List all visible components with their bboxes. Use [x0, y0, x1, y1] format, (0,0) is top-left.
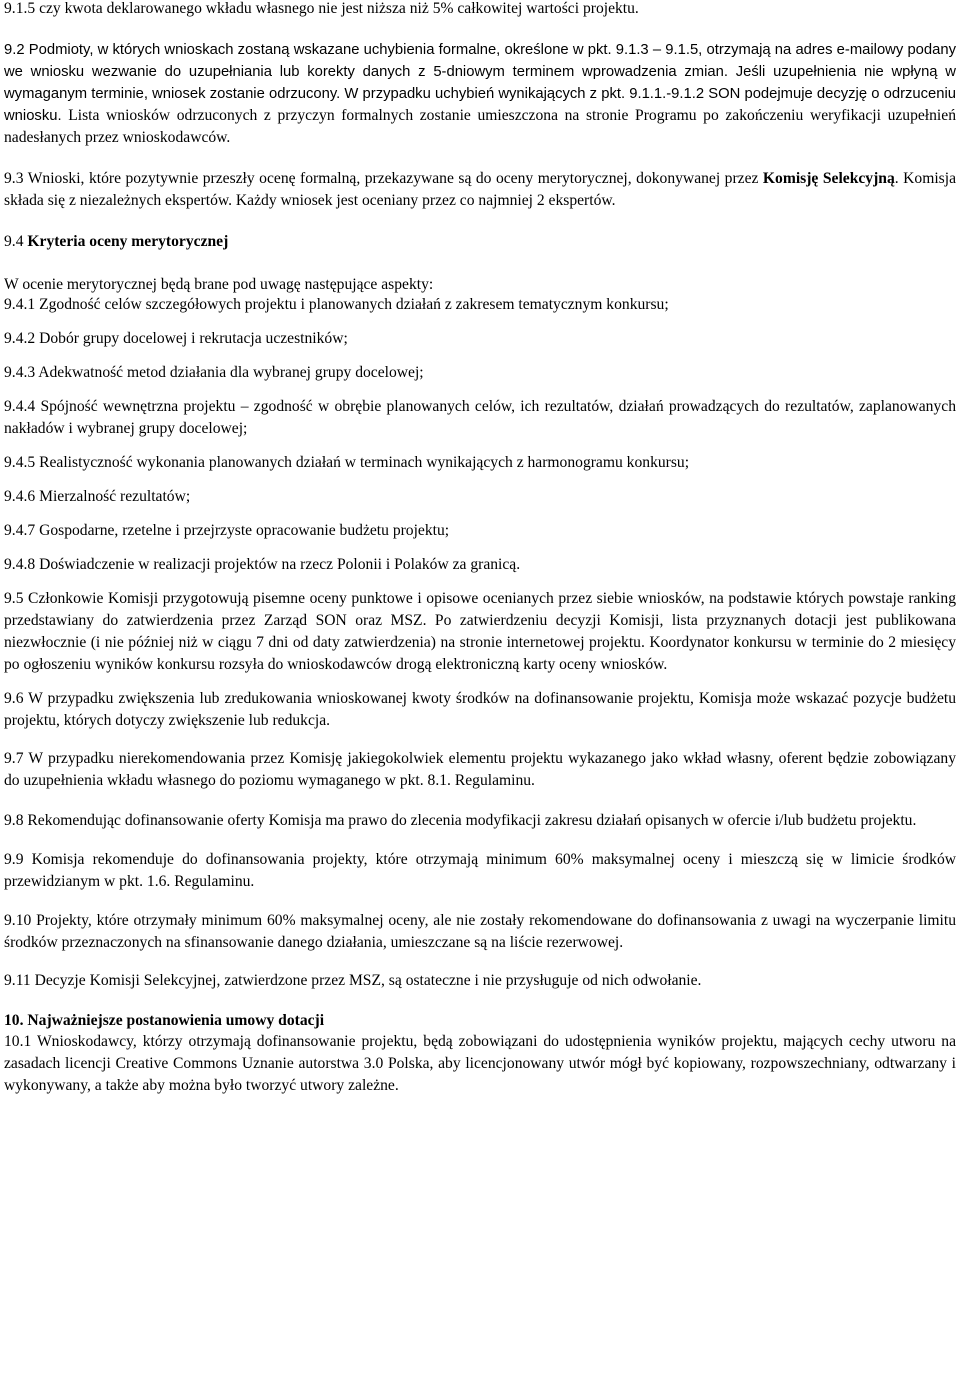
- paragraph-9-6: 9.6 W przypadku zwiększenia lub zredukowania wnioskowanej kwoty środków na dofinansowanie projektu, Komisja może wskazać pozycje budżetu projektu, których dotyczy zwiększenie lub redukcja.: [4, 690, 956, 729]
- paragraph-9-2: [4, 39, 956, 149]
- paragraph-9-2-serif-text: Lista wniosków odrzuconych z przyczyn formalnych zostanie umieszczona na stronie Programu po zakończeniu weryfikacji uzupełnień nadesłanych przez wnioskodawców.: [4, 107, 956, 146]
- criterion-9-4-1: 9.4.1 Zgodność celów szczegółowych projektu i planowanych działań z zakresem tematycznym konkursu;: [4, 296, 669, 313]
- paragraph-9-1-5: 9.1.5 czy kwota deklarowanego wkładu własnego nie jest niższa niż 5% całkowitej wartości projektu.: [4, 0, 639, 17]
- paragraph-9-8: 9.8 Rekomendując dofinansowanie oferty Komisja ma prawo do zlecenia modyfikacji zakresu działań opisanych w ofercie i/lub budżetu projektu.: [4, 812, 917, 829]
- paragraph-9-5: 9.5 Członkowie Komisji przygotowują pisemne oceny punktowe i opisowe ocenianych przez siebie wniosków, na podstawie których powstaje ranking przedstawiany do zatwierdzenia przez Zarząd SON oraz MSZ. Po zatwierdzeniu decyzji Komisji, lista przyznanych dotacji jest publikowana niezwłocznie (i nie później niż w ciągu 7 dni od daty zatwierdzenia) na stronie internetowej projektu. Koordynator konkursu w terminie do 2 miesięcy po ogłoszeniu wyników konkursu rozsyła do wnioskodawców drogą elektroniczną karty oceny wniosków.: [4, 590, 956, 673]
- paragraph-9-3: [4, 168, 956, 212]
- selection-committee-bold: Komisję Selekcyjną: [762, 170, 895, 187]
- heading-9-4-number: 9.4: [4, 233, 28, 250]
- paragraph-9-9: 9.9 Komisja rekomenduje do dofinansowania projekty, które otrzymają minimum 60% maksymalnej oceny i mieszczą się w limicie środków przewidzianym w pkt. 1.6. Regulaminu.: [4, 851, 956, 890]
- criterion-9-4-6: 9.4.6 Mierzalność rezultatów;: [4, 488, 191, 505]
- paragraph-9-10: 9.10 Projekty, które otrzymały minimum 60% maksymalnej oceny, ale nie zostały rekomendowane do dofinansowania z uwagi na wyczerpanie limitu środków przeznaczonych na sfinansowanie danego działania, umieszczane są na liście rezerwowej.: [4, 912, 956, 951]
- heading-9-4: [4, 231, 956, 253]
- criterion-9-4-2: 9.4.2 Dobór grupy docelowej i rekrutacja uczestników;: [4, 330, 348, 347]
- paragraph-9-7: 9.7 W przypadku nierekomendowania przez Komisję jakiegokolwiek elementu projektu wykazanego jako wkład własny, oferent będzie zobowiązany do uzupełnienia wkładu własnego do poziomu wymaganego w pkt. 8.1. Regulaminu.: [4, 750, 956, 789]
- section-10-heading: 10. Najważniejsze postanowienia umowy dotacji: [4, 1012, 325, 1029]
- paragraph-9-3-start: 9.3 Wnioski, które pozytywnie przeszły ocenę formalną, przekazywane są do oceny merytorycznej, dokonywanej przez: [4, 170, 763, 187]
- paragraph-9-3-end: . Komisja składa się z niezależnych ekspertów. Każdy wniosek jest oceniany przez co najmniej 2 ekspertów.: [4, 170, 957, 209]
- criterion-9-4-4: 9.4.4 Spójność wewnętrzna projektu – zgodność w obrębie planowanych celów, ich rezultatów, działań prowadzących do rezultatów, zaplanowanych nakładów i wybranej grupy docelowej;: [4, 398, 956, 437]
- paragraph-10-1: 10.1 Wnioskodawcy, którzy otrzymają dofinansowanie projektu, będą zobowiązani do udostępnienia wyników projektu, mających cechy utworu na zasadach licencji Creative Commons Uznanie autorstwa 3.0 Polska, aby licencjonowany utwór mógł być kopiowany, rozpowszechniany, odtwarzany i wykonywany, a także aby można było tworzyć utwory zależne.: [4, 1033, 956, 1094]
- criterion-9-4-8: 9.4.8 Doświadczenie w realizacji projektów na rzecz Polonii i Polaków za granicą.: [4, 556, 521, 573]
- heading-9-4-title: Kryteria oceny merytorycznej: [27, 233, 229, 250]
- document-page: [4, 0, 956, 1097]
- criteria-intro: W ocenie merytorycznej będą brane pod uwagę następujące aspekty:: [4, 276, 434, 293]
- paragraph-9-2-sans-text: 9.2 Podmioty, w których wnioskach zostaną wskazane uchybienia formalne, określone w pkt. 9.1.3 – 9.1.5, otrzymają na adres e-mailowy podany we wniosku wezwanie do uzupełniania lub korekty danych z 5-dniowym terminem wprowadzenia zmian. Jeśli uzupełnienia nie wpłyną w wymaganym terminie, wniosek zostanie odrzucony. W przypadku uchybień wynikających z pkt. 9.1.1.-9.1.2 SON podejmuje decyzję o odrzuceniu wniosku.: [4, 42, 956, 124]
- criterion-9-4-5: 9.4.5 Realistyczność wykonania planowanych działań w terminach wynikających z harmonogramu konkursu;: [4, 454, 690, 471]
- criterion-9-4-7: 9.4.7 Gospodarne, rzetelne i przejrzyste opracowanie budżetu projektu;: [4, 522, 450, 539]
- paragraph-9-11: 9.11 Decyzje Komisji Selekcyjnej, zatwierdzone przez MSZ, są ostateczne i nie przysługuje od nich odwołanie.: [4, 972, 702, 989]
- criterion-9-4-3: 9.4.3 Adekwatność metod działania dla wybranej grupy docelowej;: [4, 364, 424, 381]
